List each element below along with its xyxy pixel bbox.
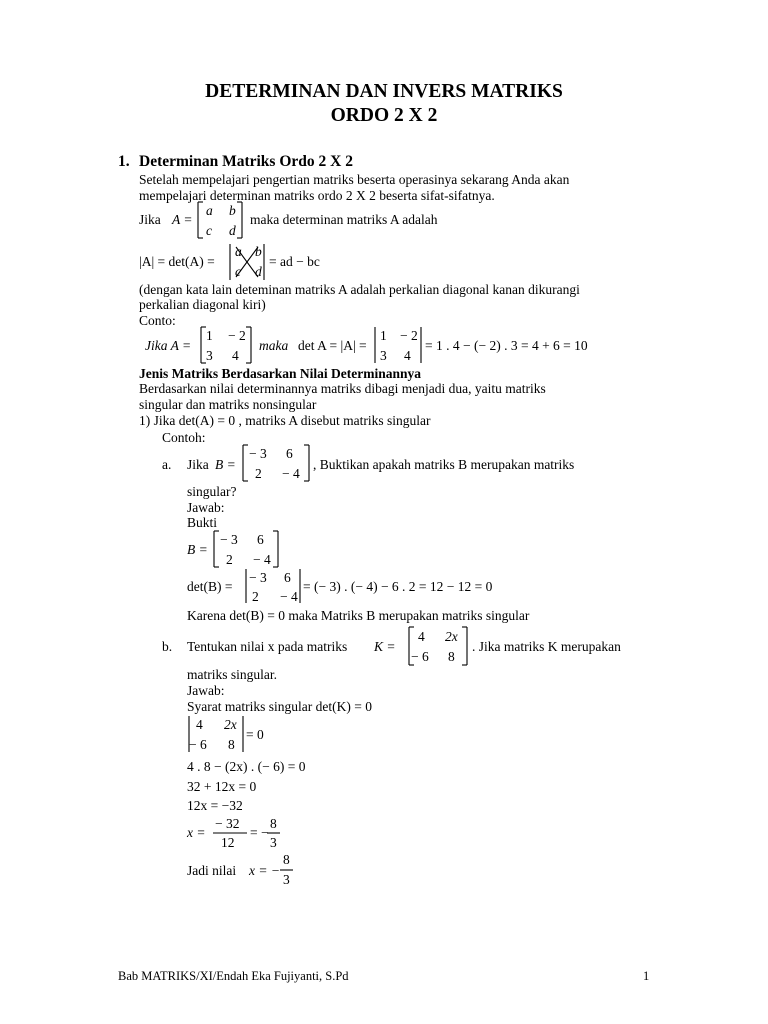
syarat-line: Syarat matriks singular det(K) = 0 — [187, 699, 372, 714]
step-3: 12x = −32 — [187, 798, 243, 813]
jenis-heading: Jenis Matriks Berdasarkan Nilai Determinannya — [139, 366, 421, 381]
contoh-label: Contoh: — [162, 430, 206, 445]
section-number: 1. — [118, 153, 130, 170]
item-b-text: Tentukan nilai x pada matriks — [187, 639, 348, 654]
det-A-entry: a — [235, 244, 242, 259]
matrix-B-entry: − 4 — [282, 466, 300, 481]
matrix-B2-label: B = — [187, 542, 208, 557]
matrix-A-entry: b — [229, 203, 236, 218]
jadi-numerator: 8 — [283, 852, 290, 867]
jadi-fraction-bar — [280, 869, 293, 871]
example-det-entry: 1 — [380, 328, 387, 343]
matrix-K-label: K = — [374, 639, 396, 654]
det-A-entry: b — [255, 244, 262, 259]
example-det-label: det A = |A| = — [298, 338, 367, 353]
det-A-bars — [228, 244, 268, 280]
item-a-question-2: singular? — [187, 484, 237, 499]
bukti-label: Bukti — [187, 515, 218, 530]
intro-line-2: mempelajari determinan matriks ordo 2 X 2 beserta sifat-sifatnya. — [139, 188, 495, 203]
det-B-entry: 2 — [252, 589, 259, 604]
step-4-numerator: − 32 — [215, 816, 240, 831]
jika-label: Jika — [139, 212, 161, 227]
jenis-item-1: 1) Jika det(A) = 0 , matriks A disebut matriks singular — [139, 413, 431, 428]
det-B-result: = (− 3) . (− 4) − 6 . 2 = 12 − 12 = 0 — [303, 579, 493, 594]
det-B-entry: 6 — [284, 570, 291, 585]
karena-line: Karena det(B) = 0 maka Matriks B merupakan matriks singular — [187, 608, 530, 623]
page-title-line1: DETERMINAN DAN INVERS MATRIKS — [205, 81, 563, 102]
matrix-A-definition: maka determinan matriks A adalah — [250, 212, 438, 227]
step-2: 32 + 12x = 0 — [187, 779, 257, 794]
matrix-B-label: B = — [215, 457, 236, 472]
matrix-A-entry: c — [206, 223, 212, 238]
matrix-K-entry: 8 — [448, 649, 455, 664]
example-matrix-entry: 3 — [206, 348, 213, 363]
matrix-A-entry: d — [229, 223, 236, 238]
intro-line-1: Setelah mempelajari pengertian matriks beserta operasinya sekarang Anda akan — [139, 172, 570, 187]
example-matrix-entry: − 2 — [228, 328, 246, 343]
item-a-label: a. — [162, 457, 172, 472]
matrix-A-brackets — [196, 202, 246, 238]
matrix-K-entry: − 6 — [411, 649, 429, 664]
det-A-entry: c — [235, 264, 241, 279]
step-4-numerator-2: 8 — [270, 816, 277, 831]
step-4-middle: = − — [250, 825, 269, 840]
item-b-label: b. — [162, 639, 173, 654]
jadi-label: Jadi nilai — [187, 863, 237, 878]
footer-text: Bab MATRIKS/XI/Endah Eka Fujiyanti, S.Pd — [118, 969, 349, 983]
jadi-denominator: 3 — [283, 872, 290, 887]
note-line-1: (dengan kata lain deteminan matriks A adalah perkalian diagonal kanan dikurangi — [139, 282, 580, 297]
example-jika-A: Jika A = — [145, 338, 192, 353]
page-title-line2: ORDO 2 X 2 — [330, 105, 438, 126]
jadi-x: x = − — [249, 863, 280, 878]
det-B-entry: − 3 — [249, 570, 267, 585]
example-det-entry: − 2 — [400, 328, 418, 343]
det-K-entry: 4 — [196, 717, 203, 732]
matrix-A-entry: a — [206, 203, 213, 218]
det-formula-rhs: = ad − bc — [269, 254, 320, 269]
matrix-B2-entry: − 4 — [253, 552, 271, 567]
matrix-B2-entry: 2 — [226, 552, 233, 567]
item-a-question: , Buktikan apakah matriks B merupakan matriks — [313, 457, 575, 472]
example-maka: maka — [259, 338, 289, 353]
det-B-label: det(B) = — [187, 579, 233, 594]
example-matrix-entry: 4 — [232, 348, 239, 363]
jawab-label-2: Jawab: — [187, 683, 225, 698]
page-number: 1 — [643, 969, 650, 983]
det-K-entry: 8 — [228, 737, 235, 752]
example-det-entry: 3 — [380, 348, 387, 363]
matrix-B-entry: − 3 — [249, 446, 267, 461]
conto-label: Conto: — [139, 313, 176, 328]
example-matrix-entry: 1 — [206, 328, 213, 343]
matrix-B-entry: 6 — [286, 446, 293, 461]
det-A-entry: d — [255, 264, 262, 279]
matrix-B2-entry: 6 — [257, 532, 264, 547]
det-K-equals: = 0 — [246, 727, 264, 742]
matrix-A-label: A = — [172, 212, 193, 227]
item-b-text-3: matriks singular. — [187, 667, 277, 682]
step-1: 4 . 8 − (2x) . (− 6) = 0 — [187, 759, 306, 774]
matrix-B-entry: 2 — [255, 466, 262, 481]
item-b-text-2: . Jika matriks K merupakan — [472, 639, 621, 654]
det-K-entry: 2x — [224, 717, 237, 732]
jenis-text-2: singular dan matriks nonsingular — [139, 397, 317, 412]
step-4-denominator-2: 3 — [270, 835, 277, 850]
matrix-B2-entry: − 3 — [220, 532, 238, 547]
det-K-entry: − 6 — [189, 737, 207, 752]
matrix-K-entry: 2x — [445, 629, 458, 644]
section-heading: Determinan Matriks Ordo 2 X 2 — [139, 153, 353, 170]
step-4-fraction-bar — [213, 832, 247, 834]
step-4-lhs: x = — [187, 825, 206, 840]
det-formula-lhs: |A| = det(A) = — [139, 254, 215, 269]
step-4-fraction-bar-2 — [267, 832, 280, 834]
example-det-entry: 4 — [404, 348, 411, 363]
example-det-result: = 1 . 4 − (− 2) . 3 = 4 + 6 = 10 — [425, 338, 588, 353]
note-line-2: perkalian diagonal kiri) — [139, 297, 266, 312]
matrix-K-entry: 4 — [418, 629, 425, 644]
jawab-label: Jawab: — [187, 500, 225, 515]
item-a-jika: Jika — [187, 457, 209, 472]
det-B-entry: − 4 — [280, 589, 298, 604]
jenis-text-1: Berdasarkan nilai determinannya matriks dibagi menjadi dua, yaitu matriks — [139, 381, 546, 396]
step-4-denominator: 12 — [221, 835, 235, 850]
